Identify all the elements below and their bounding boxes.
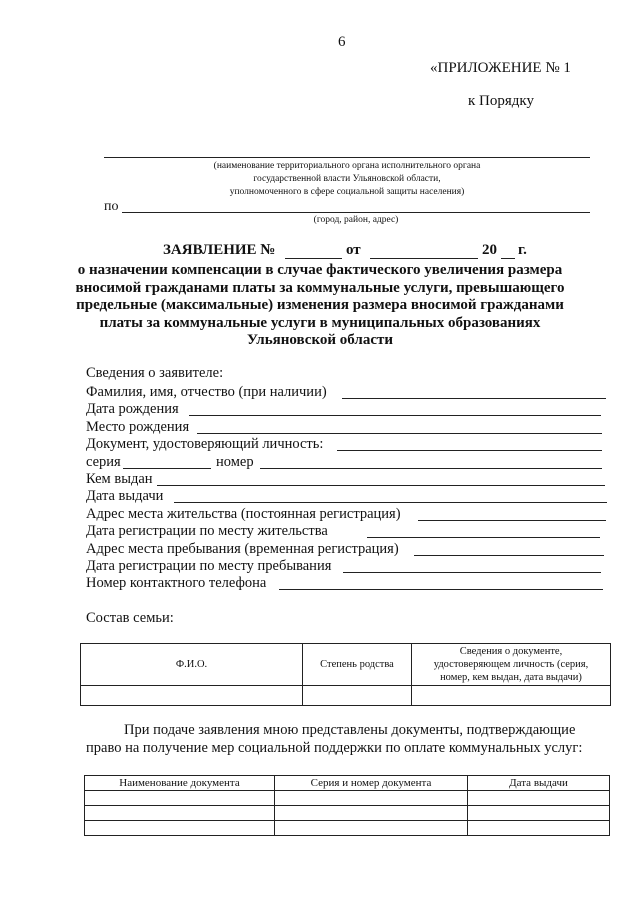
table-cell[interactable] bbox=[468, 791, 610, 806]
address-line[interactable] bbox=[122, 212, 590, 213]
table-cell[interactable] bbox=[275, 806, 468, 821]
statement-title-from: от bbox=[346, 242, 361, 258]
fio-label: Фамилия, имя, отчество (при наличии) bbox=[86, 384, 327, 400]
table-cell[interactable] bbox=[303, 686, 412, 706]
family-heading: Состав семьи: bbox=[86, 610, 174, 626]
col-doc-name: Наименование документа bbox=[85, 776, 275, 791]
statement-date-field[interactable] bbox=[370, 258, 478, 259]
statement-number-field[interactable] bbox=[285, 258, 342, 259]
series-label: серия bbox=[86, 454, 121, 470]
birth-place-field[interactable] bbox=[197, 433, 602, 434]
stay-reg-date-field[interactable] bbox=[343, 572, 601, 573]
residence-reg-date-label: Дата регистрации по месту жительства bbox=[86, 523, 328, 539]
applicant-heading: Сведения о заявителе: bbox=[86, 365, 224, 381]
documents-intro-1: При подаче заявления мною представлены документы, подтверждающие bbox=[124, 722, 576, 738]
col-document-line-2: удостоверяющем личность (серия, bbox=[433, 659, 589, 670]
authority-name-line[interactable] bbox=[104, 157, 590, 158]
appendix-heading: «ПРИЛОЖЕНИЕ № 1 bbox=[430, 60, 571, 76]
statement-subject-3: предельные (максимальные) изменения размера вносимой гражданами bbox=[76, 297, 564, 313]
statement-subject-1: о назначении компенсации в случае фактического увеличения размера bbox=[77, 262, 563, 278]
residence-reg-date-field[interactable] bbox=[367, 537, 600, 538]
page-number: 6 bbox=[338, 34, 346, 50]
phone-field[interactable] bbox=[279, 589, 603, 590]
documents-table-header bbox=[85, 776, 610, 791]
col-fio: Ф.И.О. bbox=[81, 644, 303, 686]
table-cell[interactable] bbox=[85, 821, 275, 836]
id-document-field[interactable] bbox=[337, 450, 602, 451]
authority-caption-3: уполномоченного в сфере социальной защиты населения) bbox=[229, 187, 465, 197]
documents-intro-2: право на получение мер социальной поддержки по оплате коммунальных услуг: bbox=[86, 740, 583, 756]
col-document bbox=[412, 644, 611, 686]
issued-by-field[interactable] bbox=[157, 485, 605, 486]
statement-subject-5: Ульяновской области bbox=[246, 332, 394, 348]
col-document-line-1: Сведения о документе, bbox=[459, 646, 563, 657]
fio-field[interactable] bbox=[342, 398, 606, 399]
issue-date-field[interactable] bbox=[174, 502, 607, 503]
birth-date-label: Дата рождения bbox=[86, 401, 179, 417]
order-reference: к Порядку bbox=[468, 93, 534, 109]
table-row[interactable] bbox=[85, 791, 610, 806]
statement-title-g: г. bbox=[518, 242, 527, 258]
table-cell[interactable] bbox=[81, 686, 303, 706]
number-field[interactable] bbox=[260, 468, 602, 469]
number-label: номер bbox=[216, 454, 254, 470]
col-document-line-3: номер, кем выдан, дата выдачи) bbox=[440, 672, 582, 683]
table-cell[interactable] bbox=[468, 806, 610, 821]
col-doc-date: Дата выдачи bbox=[468, 776, 610, 791]
statement-title-number: ЗАЯВЛЕНИЕ № bbox=[163, 242, 276, 258]
series-field[interactable] bbox=[123, 468, 211, 469]
residence-address-label: Адрес места жительства (постоянная регистрация) bbox=[86, 506, 401, 522]
table-cell[interactable] bbox=[275, 791, 468, 806]
issued-by-label: Кем выдан bbox=[86, 471, 153, 487]
table-cell[interactable] bbox=[85, 806, 275, 821]
table-row[interactable] bbox=[85, 806, 610, 821]
id-document-label: Документ, удостоверяющий личность: bbox=[86, 436, 324, 452]
statement-subject-4: платы за коммунальные услуги в муниципальных образованиях bbox=[99, 315, 541, 331]
stay-reg-date-label: Дата регистрации по месту пребывания bbox=[86, 558, 332, 574]
table-cell[interactable] bbox=[275, 821, 468, 836]
address-caption: (город, район, адрес) bbox=[313, 215, 399, 225]
table-cell[interactable] bbox=[412, 686, 611, 706]
family-table-header bbox=[81, 644, 611, 686]
family-table bbox=[80, 643, 611, 706]
table-cell[interactable] bbox=[85, 791, 275, 806]
po-label: по bbox=[104, 199, 119, 214]
birth-place-label: Место рождения bbox=[86, 419, 190, 435]
birth-date-field[interactable] bbox=[189, 415, 601, 416]
col-doc-series: Серия и номер документа bbox=[275, 776, 468, 791]
table-cell[interactable] bbox=[468, 821, 610, 836]
issue-date-label: Дата выдачи bbox=[86, 488, 164, 504]
documents-table bbox=[84, 775, 610, 836]
phone-label: Номер контактного телефона bbox=[86, 575, 267, 591]
authority-caption-2: государственной власти Ульяновской области, bbox=[253, 174, 441, 184]
table-row[interactable] bbox=[85, 821, 610, 836]
table-row[interactable] bbox=[81, 686, 611, 706]
statement-subject-2: вносимой гражданами платы за коммунальные услуги, превышающего bbox=[75, 280, 565, 296]
authority-caption-1: (наименование территориального органа исполнительного органа bbox=[213, 161, 481, 171]
statement-title-year: 20 bbox=[482, 242, 497, 258]
stay-address-field[interactable] bbox=[414, 555, 604, 556]
residence-address-field[interactable] bbox=[418, 520, 606, 521]
col-relation: Степень родства bbox=[303, 644, 412, 686]
statement-year-field[interactable] bbox=[501, 258, 515, 259]
stay-address-label: Адрес места пребывания (временная регистрация) bbox=[86, 541, 399, 557]
